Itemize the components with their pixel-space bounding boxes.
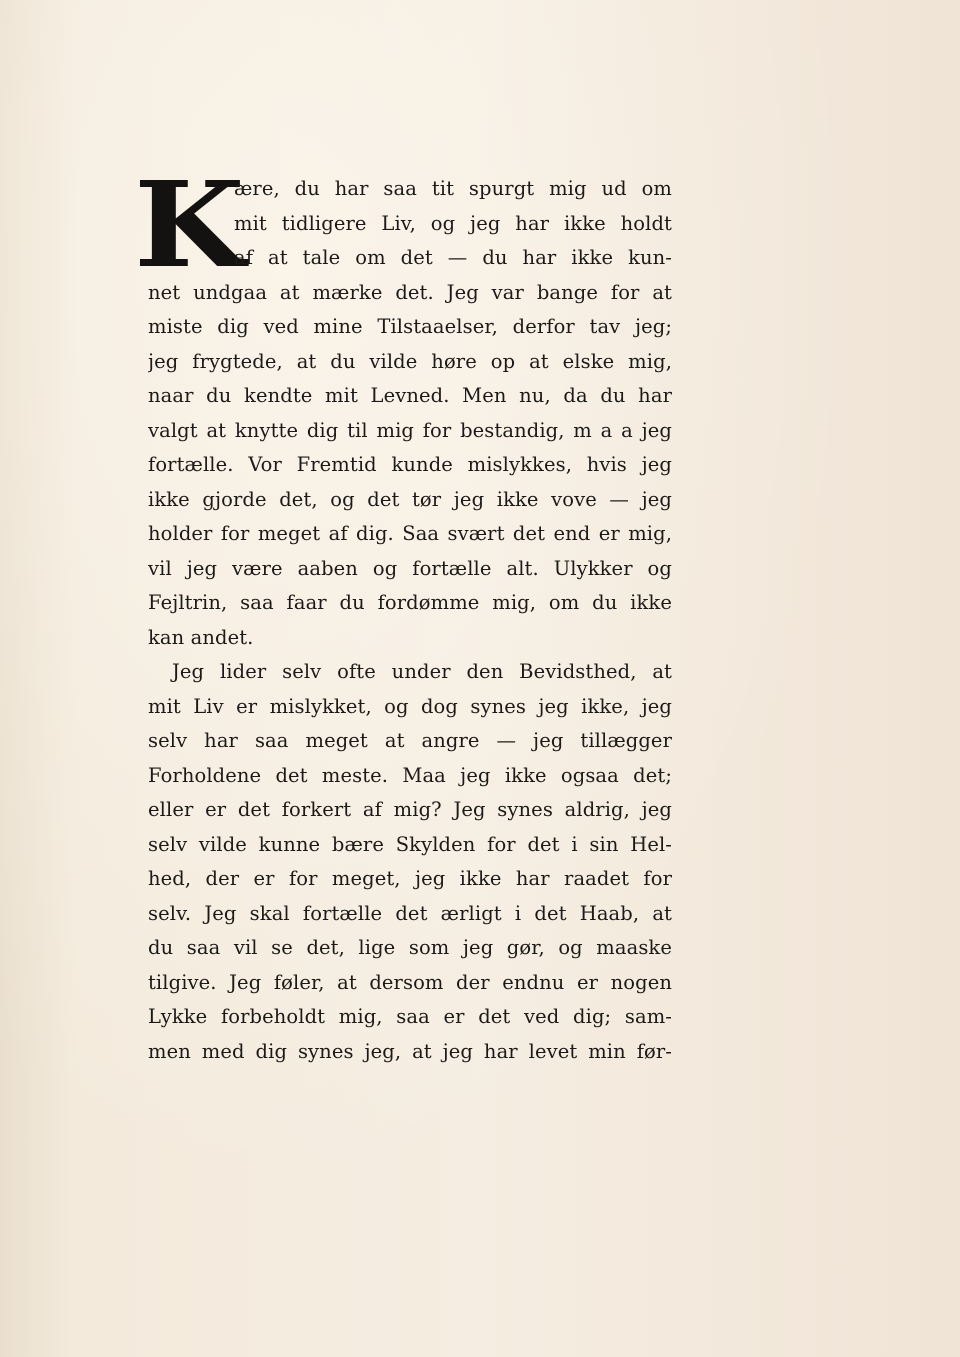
text-line: Lykke forbeholdt mig, saa er det ved dig; sam- xyxy=(148,1005,672,1028)
text-line: selv har saa meget at angre — jeg tillægger xyxy=(148,729,672,752)
text-line: eller er det forkert af mig? Jeg synes aldrig, jeg xyxy=(148,798,672,821)
text-line: selv vilde kunne bære Skylden for det i sin Hel- xyxy=(148,832,672,856)
paragraph-1 xyxy=(148,172,672,655)
text-line: vil jeg være aaben og fortælle alt. Ulykker og xyxy=(148,556,672,580)
text-line: naar du kendte mit Levned. Men nu, da du har xyxy=(148,384,672,407)
text-line: Jeg lider selv ofte under den Bevidsthed, at xyxy=(172,660,672,683)
body-text xyxy=(148,172,672,1069)
text-line: jeg frygtede, at du vilde høre op at elske mig, xyxy=(148,349,672,373)
text-line: mit Liv er mislykket, og dog synes jeg ikke, jeg xyxy=(148,694,672,718)
text-line: kan andet. xyxy=(148,625,254,649)
text-line: net undgaa at mærke det. Jeg var bange for at xyxy=(148,280,672,304)
drop-cap: K xyxy=(134,155,245,294)
text-line: tilgive. Jeg føler, at dersom der endnu er nogen xyxy=(148,970,672,994)
text-line: ære, du har saa tit spurgt mig ud om xyxy=(234,177,672,200)
text-line: Forholdene det meste. Maa jeg ikke ogsaa det; xyxy=(148,763,672,787)
text-line: hed, der er for meget, jeg ikke har raadet for xyxy=(148,867,672,890)
text-line: men med dig synes jeg, at jeg har levet min før- xyxy=(148,1039,672,1063)
text-line: valgt at knytte dig til mig for bestandig, m a a jeg xyxy=(148,418,672,442)
text-line: fortælle. Vor Fremtid kunde mislykkes, hvis jeg xyxy=(148,453,672,476)
text-line: selv. Jeg skal fortælle det ærligt i det Haab, at xyxy=(148,901,672,925)
text-line: ikke gjorde det, og det tør jeg ikke vove — jeg xyxy=(148,487,672,511)
text-line: af at tale om det — du har ikke kun- xyxy=(234,246,672,269)
paragraph-2 xyxy=(148,655,672,1069)
text-line: mit tidligere Liv, og jeg har ikke holdt xyxy=(234,211,672,235)
text-line: miste dig ved mine Tilstaaelser, derfor tav jeg; xyxy=(148,315,672,338)
text-line: du saa vil se det, lige som jeg gør, og maaske xyxy=(148,936,672,959)
text-line: Fejltrin, saa faar du fordømme mig, om du ikke xyxy=(148,591,672,614)
text-line: holder for meget af dig. Saa svært det end er mig, xyxy=(148,522,672,545)
